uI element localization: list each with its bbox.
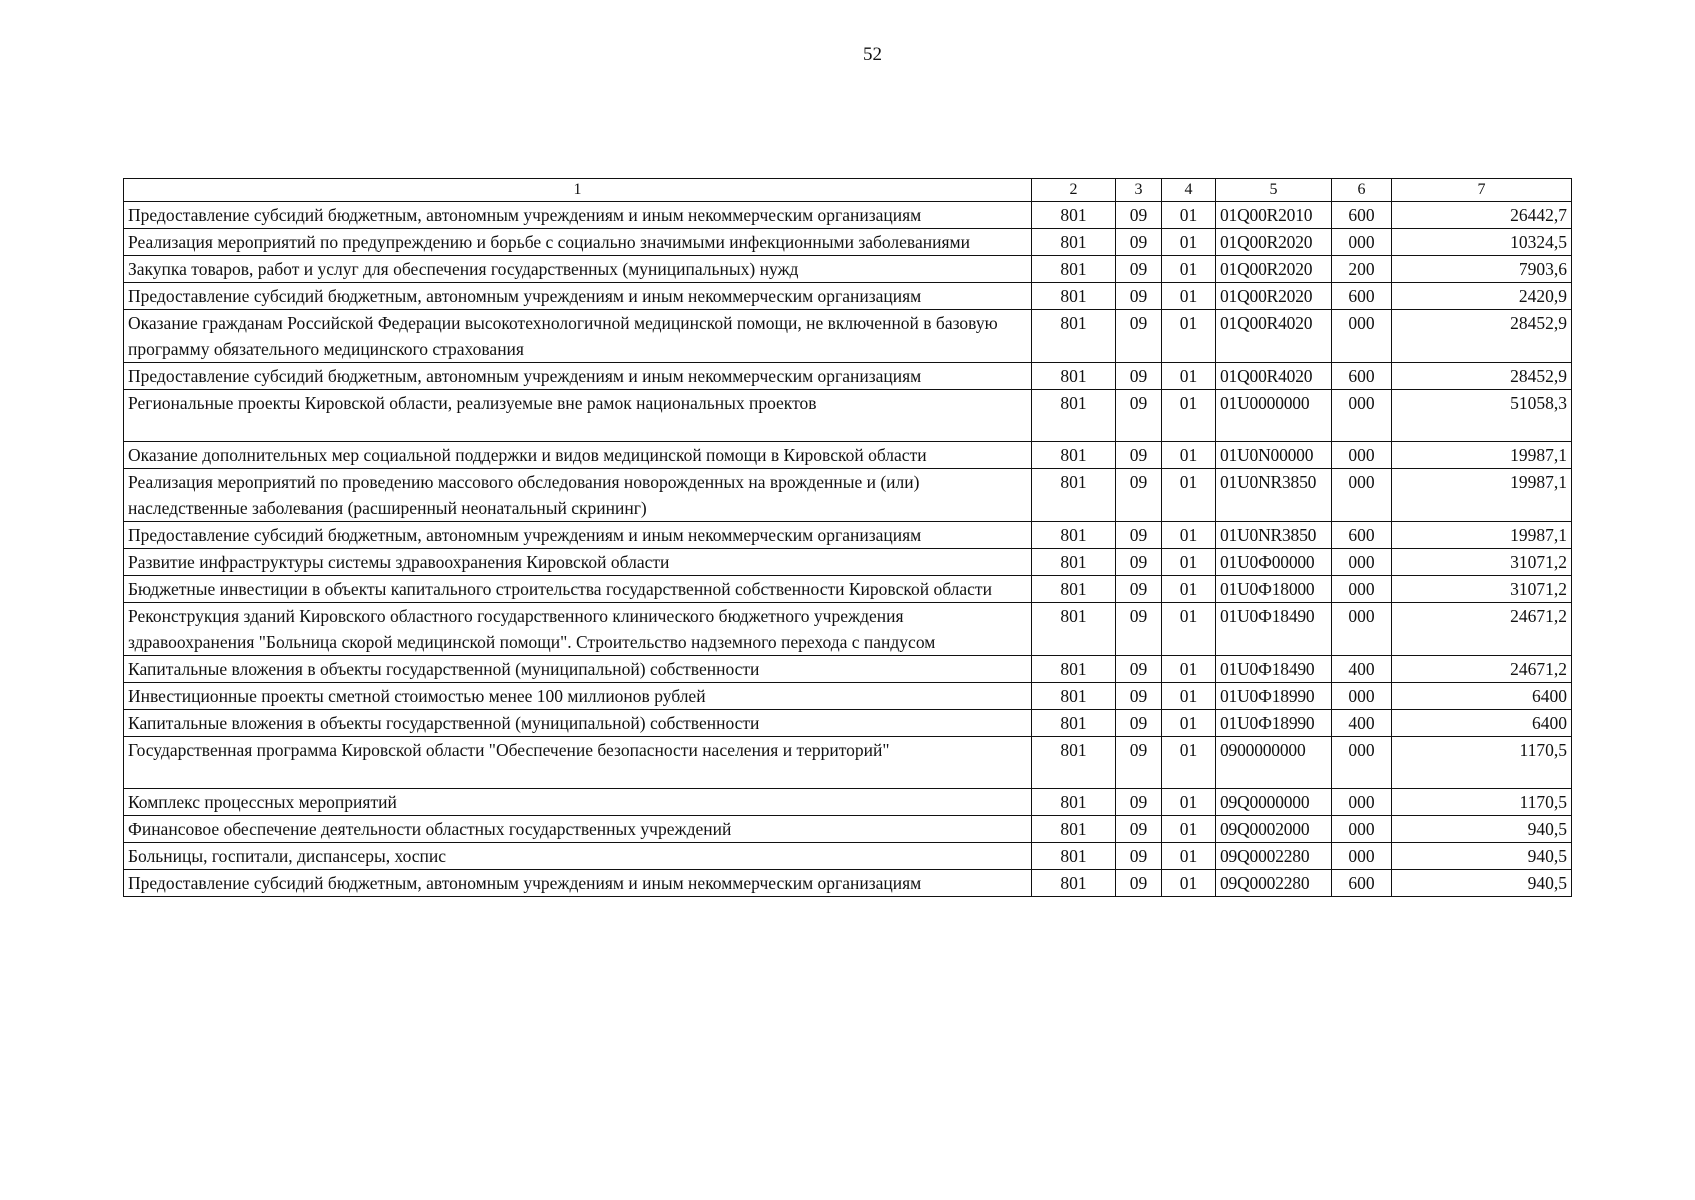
amount-value: 28452,9 bbox=[1392, 363, 1572, 390]
col-5-value: 01Q00R2010 bbox=[1216, 202, 1332, 229]
col-3-value: 09 bbox=[1116, 522, 1162, 549]
col-5-value: 01Q00R4020 bbox=[1216, 363, 1332, 390]
table-row bbox=[124, 576, 1572, 603]
amount-value: 7903,6 bbox=[1392, 256, 1572, 283]
table-row bbox=[124, 816, 1572, 843]
page-number: 52 bbox=[863, 44, 882, 65]
col-3-value: 09 bbox=[1116, 816, 1162, 843]
col-2-value: 801 bbox=[1032, 522, 1116, 549]
col-5-value: 09Q0002280 bbox=[1216, 870, 1332, 897]
col-3-value: 09 bbox=[1116, 576, 1162, 603]
amount-value: 940,5 bbox=[1392, 870, 1572, 897]
item-name: Больницы, госпитали, диспансеры, хоспис bbox=[124, 843, 1032, 870]
col-2-value: 801 bbox=[1032, 683, 1116, 710]
amount-value: 31071,2 bbox=[1392, 576, 1572, 603]
col-3-value: 09 bbox=[1116, 683, 1162, 710]
col-3-value: 09 bbox=[1116, 870, 1162, 897]
table-row bbox=[124, 789, 1572, 816]
header-col-4: 4 bbox=[1162, 179, 1216, 202]
col-4-value: 01 bbox=[1162, 603, 1216, 656]
col-6-value: 000 bbox=[1332, 789, 1392, 816]
amount-value: 940,5 bbox=[1392, 816, 1572, 843]
col-3-value: 09 bbox=[1116, 549, 1162, 576]
col-4-value: 01 bbox=[1162, 789, 1216, 816]
header-col-2: 2 bbox=[1032, 179, 1116, 202]
item-name: Инвестиционные проекты сметной стоимостью менее 100 миллионов рублей bbox=[124, 683, 1032, 710]
col-4-value: 01 bbox=[1162, 549, 1216, 576]
col-4-value: 01 bbox=[1162, 737, 1216, 789]
col-5-value: 01Q00R2020 bbox=[1216, 229, 1332, 256]
col-2-value: 801 bbox=[1032, 256, 1116, 283]
col-5-value: 01U0N00000 bbox=[1216, 442, 1332, 469]
col-2-value: 801 bbox=[1032, 442, 1116, 469]
col-2-value: 801 bbox=[1032, 737, 1116, 789]
table-row bbox=[124, 870, 1572, 897]
table-row bbox=[124, 683, 1572, 710]
col-6-value: 000 bbox=[1332, 603, 1392, 656]
item-name: Реализация мероприятий по проведению массового обследования новорожденных на врожденные и (или) наследственные заболевания (расширенный неонатальный скрининг) bbox=[124, 469, 1032, 522]
col-6-value: 000 bbox=[1332, 737, 1392, 789]
table-row bbox=[124, 549, 1572, 576]
col-6-value: 000 bbox=[1332, 442, 1392, 469]
col-2-value: 801 bbox=[1032, 469, 1116, 522]
col-4-value: 01 bbox=[1162, 442, 1216, 469]
col-3-value: 09 bbox=[1116, 390, 1162, 442]
col-4-value: 01 bbox=[1162, 710, 1216, 737]
col-6-value: 000 bbox=[1332, 390, 1392, 442]
amount-value: 19987,1 bbox=[1392, 522, 1572, 549]
col-3-value: 09 bbox=[1116, 737, 1162, 789]
col-2-value: 801 bbox=[1032, 283, 1116, 310]
item-name: Реконструкция зданий Кировского областного государственного клинического бюджетного учреждения здравоохранения "Больница скорой медицинской помощи". Строительство надземного перехода с пандусом bbox=[124, 603, 1032, 656]
col-4-value: 01 bbox=[1162, 522, 1216, 549]
col-3-value: 09 bbox=[1116, 256, 1162, 283]
col-6-value: 000 bbox=[1332, 576, 1392, 603]
budget-table bbox=[123, 178, 1572, 897]
col-2-value: 801 bbox=[1032, 549, 1116, 576]
amount-value: 6400 bbox=[1392, 710, 1572, 737]
col-5-value: 09Q0002000 bbox=[1216, 816, 1332, 843]
col-6-value: 000 bbox=[1332, 229, 1392, 256]
table-row bbox=[124, 283, 1572, 310]
budget-table-container bbox=[123, 178, 1571, 897]
table-row bbox=[124, 710, 1572, 737]
col-6-value: 600 bbox=[1332, 522, 1392, 549]
col-6-value: 400 bbox=[1332, 710, 1392, 737]
col-6-value: 400 bbox=[1332, 656, 1392, 683]
item-name: Капитальные вложения в объекты государственной (муниципальной) собственности bbox=[124, 710, 1032, 737]
col-5-value: 01Q00R2020 bbox=[1216, 256, 1332, 283]
col-4-value: 01 bbox=[1162, 656, 1216, 683]
amount-value: 19987,1 bbox=[1392, 442, 1572, 469]
col-6-value: 000 bbox=[1332, 843, 1392, 870]
col-6-value: 600 bbox=[1332, 202, 1392, 229]
table-row bbox=[124, 202, 1572, 229]
col-6-value: 600 bbox=[1332, 870, 1392, 897]
col-4-value: 01 bbox=[1162, 469, 1216, 522]
col-3-value: 09 bbox=[1116, 843, 1162, 870]
table-row bbox=[124, 522, 1572, 549]
header-col-1: 1 bbox=[124, 179, 1032, 202]
col-5-value: 09Q0000000 bbox=[1216, 789, 1332, 816]
col-2-value: 801 bbox=[1032, 229, 1116, 256]
table-row bbox=[124, 363, 1572, 390]
col-5-value: 01Q00R2020 bbox=[1216, 283, 1332, 310]
col-5-value: 01U0Ф18490 bbox=[1216, 603, 1332, 656]
amount-value: 19987,1 bbox=[1392, 469, 1572, 522]
item-name: Предоставление субсидий бюджетным, автономным учреждениям и иным некоммерческим организациям bbox=[124, 522, 1032, 549]
table-row bbox=[124, 256, 1572, 283]
item-name: Капитальные вложения в объекты государственной (муниципальной) собственности bbox=[124, 656, 1032, 683]
item-name: Предоставление субсидий бюджетным, автономным учреждениям и иным некоммерческим организациям bbox=[124, 202, 1032, 229]
col-6-value: 000 bbox=[1332, 310, 1392, 363]
item-name: Закупка товаров, работ и услуг для обеспечения государственных (муниципальных) нужд bbox=[124, 256, 1032, 283]
col-4-value: 01 bbox=[1162, 202, 1216, 229]
col-5-value: 01U0Ф00000 bbox=[1216, 549, 1332, 576]
item-name: Региональные проекты Кировской области, реализуемые вне рамок национальных проектов bbox=[124, 390, 1032, 442]
col-6-value: 600 bbox=[1332, 363, 1392, 390]
col-6-value: 000 bbox=[1332, 683, 1392, 710]
col-5-value: 01U0NR3850 bbox=[1216, 469, 1332, 522]
table-row bbox=[124, 310, 1572, 363]
col-2-value: 801 bbox=[1032, 710, 1116, 737]
col-3-value: 09 bbox=[1116, 310, 1162, 363]
col-4-value: 01 bbox=[1162, 816, 1216, 843]
item-name: Предоставление субсидий бюджетным, автономным учреждениям и иным некоммерческим организациям bbox=[124, 283, 1032, 310]
amount-value: 10324,5 bbox=[1392, 229, 1572, 256]
table-row bbox=[124, 390, 1572, 442]
item-name: Комплекс процессных мероприятий bbox=[124, 789, 1032, 816]
col-3-value: 09 bbox=[1116, 789, 1162, 816]
amount-value: 24671,2 bbox=[1392, 603, 1572, 656]
amount-value: 28452,9 bbox=[1392, 310, 1572, 363]
item-name: Предоставление субсидий бюджетным, автономным учреждениям и иным некоммерческим организациям bbox=[124, 870, 1032, 897]
item-name: Финансовое обеспечение деятельности областных государственных учреждений bbox=[124, 816, 1032, 843]
col-5-value: 09Q0002280 bbox=[1216, 843, 1332, 870]
header-col-6: 6 bbox=[1332, 179, 1392, 202]
item-name: Государственная программа Кировской области "Обеспечение безопасности населения и территорий" bbox=[124, 737, 1032, 789]
col-4-value: 01 bbox=[1162, 310, 1216, 363]
col-3-value: 09 bbox=[1116, 603, 1162, 656]
col-5-value: 01U0000000 bbox=[1216, 390, 1332, 442]
col-2-value: 801 bbox=[1032, 816, 1116, 843]
col-2-value: 801 bbox=[1032, 576, 1116, 603]
col-2-value: 801 bbox=[1032, 789, 1116, 816]
col-3-value: 09 bbox=[1116, 229, 1162, 256]
col-5-value: 01U0Ф18990 bbox=[1216, 710, 1332, 737]
col-4-value: 01 bbox=[1162, 576, 1216, 603]
col-6-value: 200 bbox=[1332, 256, 1392, 283]
col-2-value: 801 bbox=[1032, 363, 1116, 390]
amount-value: 24671,2 bbox=[1392, 656, 1572, 683]
col-2-value: 801 bbox=[1032, 603, 1116, 656]
col-3-value: 09 bbox=[1116, 202, 1162, 229]
col-2-value: 801 bbox=[1032, 202, 1116, 229]
col-2-value: 801 bbox=[1032, 870, 1116, 897]
amount-value: 51058,3 bbox=[1392, 390, 1572, 442]
col-5-value: 01U0Ф18990 bbox=[1216, 683, 1332, 710]
col-4-value: 01 bbox=[1162, 229, 1216, 256]
col-4-value: 01 bbox=[1162, 283, 1216, 310]
col-3-value: 09 bbox=[1116, 283, 1162, 310]
table-row bbox=[124, 737, 1572, 789]
col-5-value: 01Q00R4020 bbox=[1216, 310, 1332, 363]
item-name: Оказание гражданам Российской Федерации высокотехнологичной медицинской помощи, не включенной в базовую программу обязательного медицинского страхования bbox=[124, 310, 1032, 363]
amount-value: 1170,5 bbox=[1392, 737, 1572, 789]
col-4-value: 01 bbox=[1162, 256, 1216, 283]
item-name: Развитие инфраструктуры системы здравоохранения Кировской области bbox=[124, 549, 1032, 576]
col-5-value: 0900000000 bbox=[1216, 737, 1332, 789]
amount-value: 31071,2 bbox=[1392, 549, 1572, 576]
col-3-value: 09 bbox=[1116, 710, 1162, 737]
col-5-value: 01U0Ф18000 bbox=[1216, 576, 1332, 603]
col-3-value: 09 bbox=[1116, 442, 1162, 469]
col-3-value: 09 bbox=[1116, 469, 1162, 522]
amount-value: 2420,9 bbox=[1392, 283, 1572, 310]
col-5-value: 01U0Ф18490 bbox=[1216, 656, 1332, 683]
col-4-value: 01 bbox=[1162, 870, 1216, 897]
col-3-value: 09 bbox=[1116, 656, 1162, 683]
header-col-3: 3 bbox=[1116, 179, 1162, 202]
col-3-value: 09 bbox=[1116, 363, 1162, 390]
col-6-value: 000 bbox=[1332, 549, 1392, 576]
col-6-value: 000 bbox=[1332, 469, 1392, 522]
amount-value: 1170,5 bbox=[1392, 789, 1572, 816]
amount-value: 26442,7 bbox=[1392, 202, 1572, 229]
col-2-value: 801 bbox=[1032, 390, 1116, 442]
header-col-5: 5 bbox=[1216, 179, 1332, 202]
table-row bbox=[124, 442, 1572, 469]
table-row bbox=[124, 603, 1572, 656]
col-2-value: 801 bbox=[1032, 843, 1116, 870]
col-4-value: 01 bbox=[1162, 363, 1216, 390]
col-2-value: 801 bbox=[1032, 310, 1116, 363]
table-body bbox=[124, 202, 1572, 897]
table-row bbox=[124, 843, 1572, 870]
amount-value: 6400 bbox=[1392, 683, 1572, 710]
col-4-value: 01 bbox=[1162, 843, 1216, 870]
col-5-value: 01U0NR3850 bbox=[1216, 522, 1332, 549]
header-row bbox=[124, 179, 1572, 202]
item-name: Оказание дополнительных мер социальной поддержки и видов медицинской помощи в Кировской области bbox=[124, 442, 1032, 469]
amount-value: 940,5 bbox=[1392, 843, 1572, 870]
item-name: Реализация мероприятий по предупреждению и борьбе с социально значимыми инфекционными заболеваниями bbox=[124, 229, 1032, 256]
table-row bbox=[124, 469, 1572, 522]
table-row bbox=[124, 229, 1572, 256]
col-2-value: 801 bbox=[1032, 656, 1116, 683]
item-name: Предоставление субсидий бюджетным, автономным учреждениям и иным некоммерческим организациям bbox=[124, 363, 1032, 390]
col-4-value: 01 bbox=[1162, 390, 1216, 442]
header-col-7: 7 bbox=[1392, 179, 1572, 202]
col-6-value: 000 bbox=[1332, 816, 1392, 843]
table-row bbox=[124, 656, 1572, 683]
col-4-value: 01 bbox=[1162, 683, 1216, 710]
col-6-value: 600 bbox=[1332, 283, 1392, 310]
item-name: Бюджетные инвестиции в объекты капитального строительства государственной собственности Кировской области bbox=[124, 576, 1032, 603]
